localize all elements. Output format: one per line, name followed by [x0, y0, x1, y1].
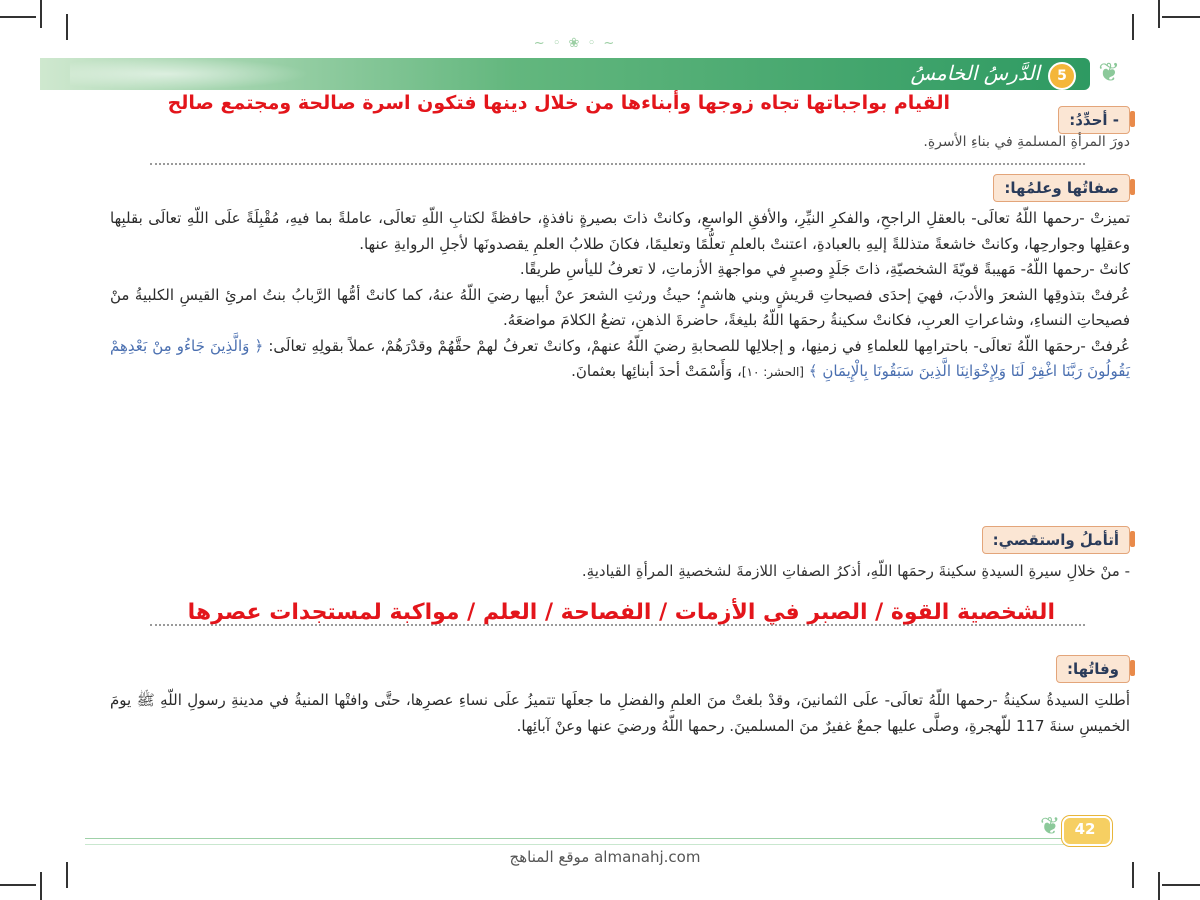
footer-line	[85, 844, 1065, 845]
death-body: أطلتِ السيدةُ سكينةُ -رحمها اللّهُ تعالَى- علَى الثمانينَ، وقدْ بلغتْ منَ العلمِ والفضلِ ما جعلَها تتميزُ علَى نساءِ عصرِها، حتَّى وافتْها المنيةُ في مدينةِ رسولِ اللّهِ ﷺ يومَ الخميسِ سنةَ 117 للّهجرةِ، وصلَّى عليها جمعٌ غفيرٌ منَ المسلمينَ. رحمها اللّهُ ورضيَ عنها وعنْ آبائِها.	[110, 691, 1130, 735]
crop-mark	[1158, 872, 1160, 900]
handwritten-answer-1: القيام بواجباتها تجاه زوجها وأبناءها من خلال دينها فتكون اسرة صالحة ومجتمع صالح	[167, 92, 950, 114]
traits-closing: ، وَأَسْمَتْ أحدَ أبنائِها بعثمانَ.	[571, 362, 742, 380]
traits-paragraph-3: عُرفتْ بتذوقِها الشعرَ والأدبَ، فهيَ إحدَى فصيحاتِ قريشٍ وبني هاشمٍ؛ حيثُ ورثتِ الشعرَ عنْ أبيها رضيَ اللّهُ عنهُ، كما كانتْ أمُّها الرَّبابُ بنتُ امرئِ القيسِ الكلبيةُ منْ فصيحاتِ النساءِ، وشاعراتِ العربِ، فكانتْ سكينةُ رحمَها اللّهُ بليغةً، حاضرةَ الذهنِ، تضعُ الكلامَ مواضعَهُ.	[110, 285, 1130, 329]
traits-paragraph-4	[110, 334, 1130, 386]
crop-mark	[1132, 862, 1134, 888]
crop-mark	[40, 872, 42, 900]
label-reflect: أتأملُ واستقصي:	[982, 526, 1130, 554]
section-divider	[150, 163, 1085, 165]
label-death: وفاتُها:	[1056, 655, 1130, 683]
crop-mark	[66, 862, 68, 888]
top-ornament: ~ ◦ ❀ ◦ ~	[533, 36, 617, 51]
page-number: 42	[1074, 820, 1096, 838]
page-curl-ornament: ❦	[1040, 812, 1061, 840]
label-identify: - أحدِّدُ:	[1058, 106, 1130, 134]
handwritten-answer-2: الشخصية القوة / الصبر في الأزمات / الفصاحة / العلم / مواكبة لمستجدات عصرها	[187, 600, 1055, 625]
lesson-title: الدَّرسُ الخامسُ	[910, 61, 1040, 85]
quran-verse: ﴿ وَالَّذِينَ جَاءُو مِنْ بَعْدِهِمْ يَقُولُونَ رَبَّنَا اغْفِرْ لَنَا وَلِإِخْوَانِنَا الَّذِينَ سَبَقُونَا بِالْإِيمَانِ ﴾	[110, 336, 1130, 380]
identify-text: دورَ المرأةِ المسلمةِ في بناءِ الأسرةِ.	[923, 134, 1130, 150]
crop-mark	[66, 14, 68, 40]
footer-line	[85, 838, 1065, 839]
header-glow	[70, 58, 310, 90]
traits-paragraph-4-text: عُرفتْ -رحمَها اللّهُ تعالَى- باحترامِها للعلماءِ في زمنِها، و إجلالِها للصحابةِ رضيَ اللّهُ عنهمْ، وكانتْ تعرفُ لهمْ حقَّهُمْ وقدْرَهُمْ، عملاً بقولِهِ تعالَى:	[268, 336, 1130, 355]
crop-mark	[0, 884, 36, 886]
header-curl-ornament: ❦	[1098, 58, 1120, 88]
crop-mark	[0, 16, 36, 18]
reflect-text: - منْ خلالِ سيرةِ السيدةِ سكينةَ رحمَها اللّهِ، أذكرُ الصفاتِ اللازمةَ لشخصيةِ المرأةِ القياديةِ.	[581, 562, 1130, 580]
traits-paragraph-1: تميزتْ -رحمها اللّهُ تعالَى- بالعقلِ الراجحِ، والفكرِ النيِّرِ، والأفقِ الواسعِ، وكانتْ ذاتَ بصيرةٍ نافذةٍ، حافظةً لكتابِ اللّهِ تعالَى، عاملةً بما فيهِ، مُقْبِلَةً علَى اللّهِ تعالَى بقلبِها وعقلِها وجوارحِها، وكانتْ خاشعةً متذللةً إليهِ بالعبادةِ، اعتنتْ بالعلمِ تعلُّمًا وتعليمًا، فكانَ طلابُ العلمِ يقصدونَها لأجلِ الروايةِ عنها.	[110, 209, 1130, 253]
crop-mark	[40, 0, 42, 28]
crop-mark	[1158, 0, 1160, 28]
crop-mark	[1132, 14, 1134, 40]
traits-body	[110, 206, 1130, 386]
crop-mark	[1162, 884, 1200, 886]
site-watermark: موقع المناهج almanahj.com	[509, 848, 701, 866]
lesson-number-badge: 5	[1048, 62, 1076, 90]
traits-paragraph-2: كانتْ -رحمها اللّهُ- مَهيبةً قويّةَ الشخصيّةِ، ذاتَ جَلَدٍ وصبرٍ في مواجهةِ الأزماتِ، لا تعرفُ لليأسِ طريقًا.	[519, 260, 1130, 278]
label-traits: صفاتُها وعلمُها:	[993, 174, 1130, 202]
crop-mark	[1162, 16, 1200, 18]
lesson-header	[40, 58, 1090, 90]
verse-reference: [الحشر: ١٠]	[741, 365, 804, 379]
